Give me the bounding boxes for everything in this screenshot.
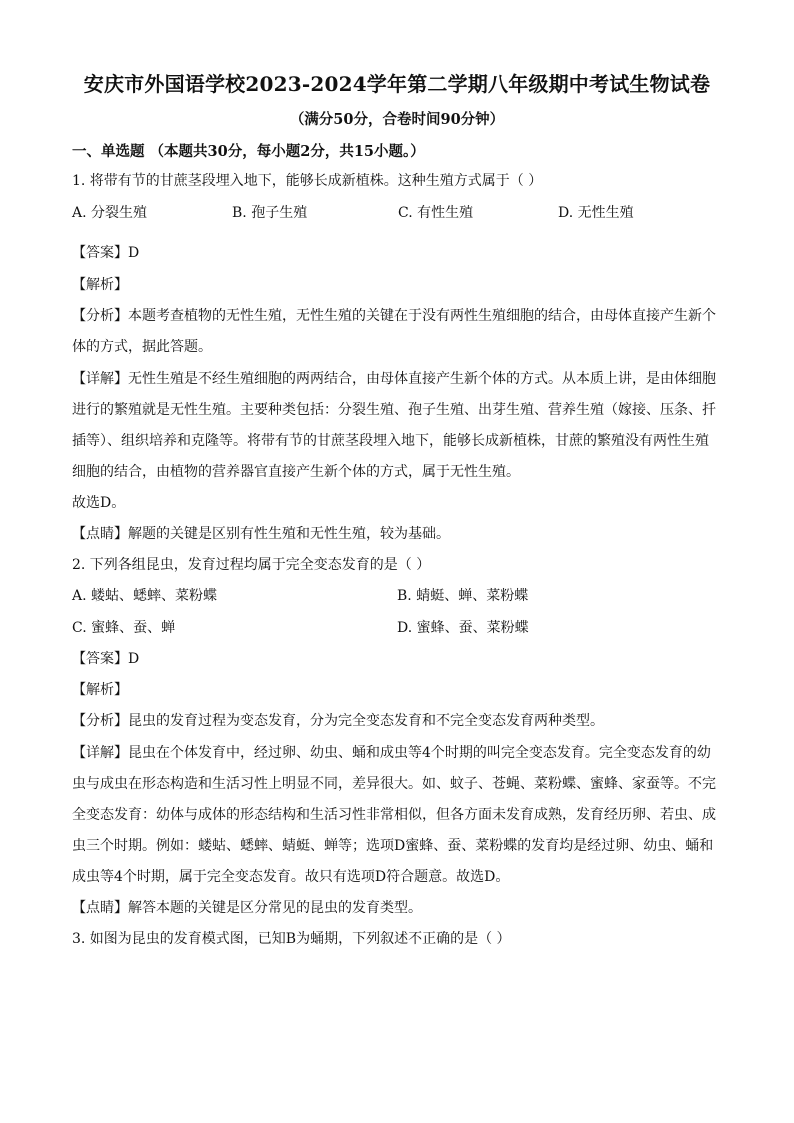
q1-fenxi-line: 【分析】本题考查植物的无性生殖，无性生殖的关键在于没有两性生殖细胞的结合，由母体直接产生新个 [72, 308, 716, 324]
q1-option-b: B. 孢子生殖 [232, 205, 308, 221]
q2-option-c: C. 蜜蜂、蚕、蝉 [72, 620, 176, 636]
q2-option-d: D. 蜜蜂、蚕、菜粉蝶 [397, 620, 529, 636]
q1-answer: 【答案】D [72, 245, 140, 261]
q2-option-b: B. 蜻蜓、蝉、菜粉蝶 [397, 588, 529, 604]
q1-guxuan: 故选D。 [72, 495, 126, 511]
exam-subtitle: （满分50分，合卷时间90分钟） [289, 111, 505, 128]
q1-jiexi: 【解析】 [72, 277, 128, 293]
q1-stem: 1. 将带有节的甘蔗茎段埋入地下，能够长成新植株。这种生殖方式属于（ ） [72, 173, 543, 189]
q2-xiangjie-line: 虫三个时期。例如：蝼蛄、蟋蟀、蜻蜓、蝉等；选项D蜜蜂、蚕、菜粉蝶的发育均是经过卵、幼虫、蛹和 [72, 838, 714, 854]
q2-xiangjie-line: 虫与成虫在形态构造和生活习性上明显不同，差异很大。如、蚊子、苍蝇、菜粉蝶、蜜蜂、家蚕等。不完 [72, 776, 716, 792]
exam-title: 安庆市外国语学校2023-2024学年第二学期八年级期中考试生物试卷 [83, 72, 711, 96]
section-heading: 一、单选题 （本题共30分，每小题2分，共15小题。） [72, 143, 425, 160]
q1-fenxi-line: 体的方式，据此答题。 [72, 339, 212, 355]
q1-option-c: C. 有性生殖 [398, 205, 474, 221]
q2-option-a: A. 蝼蛄、蟋蟀、菜粉蝶 [72, 588, 218, 604]
q1-xiangjie-line: 插等）、组织培养和克隆等。将带有节的甘蔗茎段埋入地下，能够长成新植株，甘蔗的繁殖没有两性生殖 [72, 433, 709, 449]
q2-fenxi: 【分析】昆虫的发育过程为变态发育，分为完全变态发育和不完全变态发育两种类型。 [72, 713, 604, 729]
q2-answer: 【答案】D [72, 651, 140, 667]
q1-dianjing: 【点睛】解题的关键是区别有性生殖和无性生殖，较为基础。 [72, 526, 450, 542]
q1-xiangjie-line: 进行的繁殖就是无性生殖。主要种类包括：分裂生殖、孢子生殖、出芽生殖、营养生殖（嫁接、压条、扦 [72, 402, 716, 418]
blank-area [0, 960, 794, 1123]
q2-stem: 2. 下列各组昆虫，发育过程均属于完全变态发育的是（ ） [72, 557, 431, 573]
q3-stem: 3. 如图为昆虫的发育模式图，已知B为蛹期，下列叙述不正确的是（ ） [72, 931, 511, 947]
q2-xiangjie-line: 全变态发育：幼体与成体的形态结构和生活习性非常相似，但各方面未发育成熟，发育经历卵、若虫、成 [72, 807, 716, 823]
q2-xiangjie-line: 【详解】昆虫在个体发育中，经过卵、幼虫、蛹和成虫等4个时期的叫完全变态发育。完全变态发育的幼 [72, 745, 711, 761]
q1-option-a: A. 分裂生殖 [72, 205, 148, 221]
q1-xiangjie-line: 【详解】无性生殖是不经生殖细胞的两两结合，由母体直接产生新个体的方式。从本质上讲，是由体细胞 [72, 371, 716, 387]
q2-jiexi: 【解析】 [72, 682, 128, 698]
q1-xiangjie-line: 细胞的结合，由植物的营养器官直接产生新个体的方式，属于无性生殖。 [72, 464, 520, 480]
q2-xiangjie-line: 成虫等4个时期，属于完全变态发育。故只有选项D符合题意。故选D。 [72, 869, 510, 885]
q2-dianjing: 【点睛】解答本题的关键是区分常见的昆虫的发育类型。 [72, 900, 422, 916]
q1-option-d: D. 无性生殖 [558, 205, 634, 221]
